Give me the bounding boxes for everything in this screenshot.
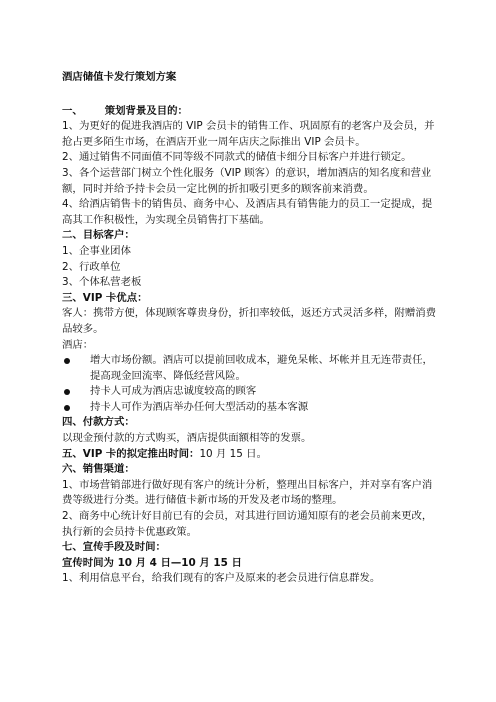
- list-item: 2、行政单位: [62, 260, 121, 273]
- bullet-text: 增大市场份额。酒店可以提前回收成本，避免呆帐、坏帐并且无连带责任，提高现金回流率、降低经营风险。: [90, 354, 433, 382]
- section-5-value: 10 月 15 日。: [199, 447, 267, 460]
- section-4-heading: 四、付款方式：: [62, 416, 135, 429]
- section-3-paragraph-2: 酒店：: [62, 338, 94, 351]
- bullet-icon: [64, 358, 70, 364]
- section-1-paragraph-2: 2、通过销售不同面值不同等级不同款式的储值卡细分目标客户并进行锁定。: [62, 151, 412, 164]
- bullet-text: 持卡人可成为酒店忠诚度较高的顾客: [90, 385, 257, 398]
- section-6-paragraph-1: 1、市场营销部进行做好现有客户的统计分析，整理出目标客户，并对享有客户消费等级进行分类。进行储值卡新市场的开发及老市场的整理。: [62, 478, 433, 507]
- bullet-item: [62, 353, 442, 384]
- bullet-item: [62, 400, 442, 416]
- section-1-number: 一、: [62, 104, 83, 117]
- section-7-paragraph-1: 1、利用信息平台，给我们现有的客户及原来的老会员进行信息群发。: [62, 572, 381, 585]
- section-1-heading: [62, 104, 442, 120]
- section-3-paragraph-1: 客人：携带方便，体现顾客尊贵身份，折扣率较低，返还方式灵活多样，附赠消费品较多。: [62, 307, 437, 335]
- section-1-paragraph-1: 1、为更好的促进我酒店的 VIP 会员卡的销售工作、巩固原有的老客户及会员，并抢占更多陌生市场，在酒店开业一周年店庆之际推出 VIP 会员卡。: [62, 120, 435, 148]
- document-title: 酒店储值卡发行策划方案: [62, 71, 177, 83]
- list-item: 1、企事业团体: [62, 244, 131, 257]
- list-item: 3、个体私营老板: [62, 276, 142, 289]
- bullet-icon: [64, 389, 70, 395]
- document-body: [62, 70, 442, 587]
- section-2-heading: 二、目标客户：: [62, 229, 135, 242]
- section-4-paragraph-1: 以现金预付款的方式购买，酒店提供面额相等的发票。: [62, 432, 312, 445]
- section-7-subheading: 宣传时间为 10 月 4 日—10 月 15 日: [62, 556, 242, 569]
- bullet-text: 持卡人可作为酒店举办任何大型活动的基本客源: [90, 400, 309, 413]
- bullet-icon: [64, 405, 70, 411]
- bullet-item: [62, 384, 442, 400]
- section-1-paragraph-3: 3、各个运营部门树立个性化服务（VIP 顾客）的意识，增加酒店的知名度和营业额，同时并给予持卡会员一定比例的折扣吸引更多的顾客前来消费。: [62, 166, 432, 195]
- section-1-title: 策划背景及目的：: [104, 104, 188, 117]
- section-1-paragraph-4: 4、给酒店销售卡的销售员、商务中心、及酒店具有销售能力的员工一定提成，提高其工作积极性，为实现全员销售打下基础。: [62, 198, 433, 226]
- section-5-line: [62, 447, 442, 463]
- section-3-heading: 三、VIP 卡优点：: [62, 291, 148, 304]
- section-5-heading: 五、VIP 卡的拟定推出时间：: [62, 447, 200, 460]
- section-6-heading: 六、销售渠道：: [62, 463, 135, 476]
- section-7-heading: 七、宣传手段及时间：: [62, 541, 166, 554]
- section-6-paragraph-2: 2、商务中心统计好目前已有的会员，对其进行回访通知原有的老会员前来更改，执行新的会员持卡优惠政策。: [62, 510, 433, 538]
